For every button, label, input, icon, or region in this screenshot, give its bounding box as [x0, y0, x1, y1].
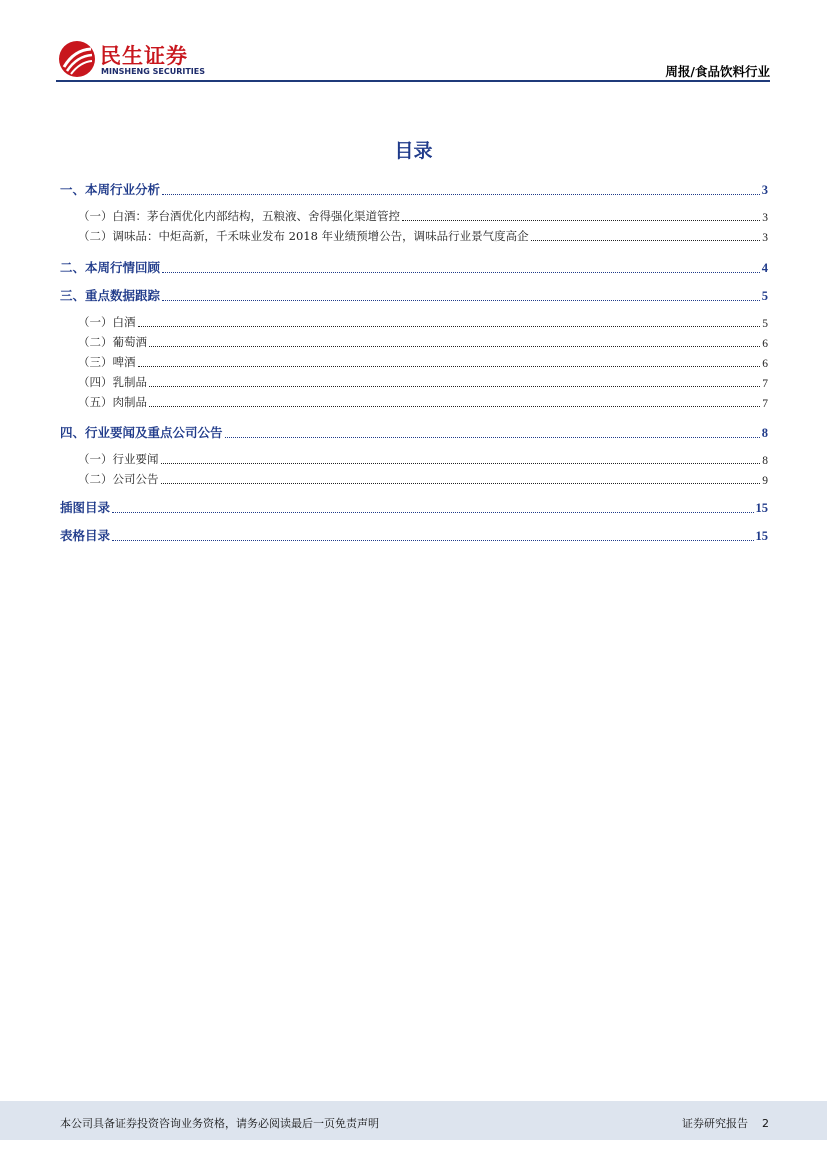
toc-dot-leader — [162, 271, 760, 273]
footer-page-number: 2 — [762, 1117, 769, 1130]
toc-dot-leader — [161, 482, 761, 484]
toc-dot-leader — [149, 345, 760, 347]
page-footer — [0, 1101, 827, 1140]
toc-entry-title: （一）白酒：茅台酒优化内部结构，五粮液、舍得强化渠道管控 — [78, 209, 400, 223]
toc-entry[interactable] — [60, 394, 768, 410]
toc-entry-title: 插图目录 — [60, 500, 111, 515]
toc-entry-page: 4 — [761, 261, 768, 275]
toc-dot-leader — [149, 405, 760, 407]
toc-entry-page: 8 — [761, 426, 768, 440]
toc-entry-title: （五）肉制品 — [78, 395, 147, 409]
toc-entry-page: 15 — [755, 529, 768, 543]
toc-entry-title: 表格目录 — [60, 528, 111, 543]
toc-entry-title: （二）调味品：中炬高新，千禾味业发布 2018 年业绩预增公告，调味品行业景气度高企 — [78, 229, 529, 243]
toc-entry[interactable] — [60, 208, 768, 224]
toc-entry[interactable] — [60, 451, 768, 467]
toc-entry-page: 9 — [762, 475, 768, 487]
toc-entry-title: （四）乳制品 — [78, 375, 147, 389]
toc-entry-page: 3 — [762, 212, 768, 224]
toc-entry-page: 5 — [761, 289, 768, 303]
toc-entry-title: （一）行业要闻 — [78, 452, 159, 466]
toc-entry[interactable] — [60, 354, 768, 370]
toc-dot-leader — [402, 219, 760, 221]
toc-entry-page: 3 — [762, 232, 768, 244]
toc-entry[interactable] — [60, 374, 768, 390]
header-divider — [56, 80, 770, 82]
toc-dot-leader — [138, 325, 761, 327]
footer-right — [682, 1115, 769, 1131]
toc-dot-leader — [149, 385, 760, 387]
toc-dot-leader — [162, 299, 760, 301]
toc-entry-title: 一、本周行业分析 — [60, 182, 161, 197]
toc-entry[interactable] — [60, 286, 768, 304]
toc-dot-leader — [112, 511, 753, 513]
toc-entry-title: （二）公司公告 — [78, 472, 159, 486]
toc-entry-page: 7 — [762, 398, 768, 410]
report-type-label: 周报/食品饮料行业 — [665, 64, 770, 79]
minsheng-logo — [58, 40, 208, 78]
toc-dot-leader — [138, 365, 761, 367]
minsheng-logo-icon — [58, 40, 96, 78]
toc-entry-page: 6 — [762, 338, 768, 350]
page-header — [56, 36, 770, 82]
toc-entry-page: 8 — [762, 455, 768, 467]
footer-doc-type: 证券研究报告 — [682, 1117, 748, 1130]
toc-entry[interactable] — [60, 314, 768, 330]
toc-dot-leader — [531, 239, 761, 241]
toc-entry[interactable] — [60, 228, 768, 244]
toc-entry-title: 二、本周行情回顾 — [60, 260, 161, 275]
footer-disclaimer: 本公司具备证券投资咨询业务资格，请务必阅读最后一页免责声明 — [60, 1117, 379, 1130]
toc-entry[interactable] — [60, 498, 768, 516]
toc-entry-title: （一）白酒 — [78, 315, 136, 329]
toc-dot-leader — [112, 539, 753, 541]
toc-entry-title: 四、行业要闻及重点公司公告 — [60, 425, 223, 440]
logo-chinese-name: 民生证券 — [100, 44, 188, 68]
toc-entry[interactable] — [60, 258, 768, 276]
toc-entry-page: 3 — [761, 183, 768, 197]
toc-entry-page: 6 — [762, 358, 768, 370]
logo-english-name: MINSHENG SECURITIES — [101, 67, 205, 76]
toc-dot-leader — [225, 436, 760, 438]
toc-entry-title: （三）啤酒 — [78, 355, 136, 369]
toc-entry[interactable] — [60, 526, 768, 544]
toc-entry-title: 三、重点数据跟踪 — [60, 288, 161, 303]
toc-dot-leader — [162, 193, 760, 195]
toc-entry-page: 15 — [755, 501, 768, 515]
toc-entry[interactable] — [60, 180, 768, 198]
toc-title: 目录 — [394, 140, 433, 162]
toc-dot-leader — [161, 462, 761, 464]
toc-entry-title: （二）葡萄酒 — [78, 335, 147, 349]
toc-entry[interactable] — [60, 471, 768, 487]
toc-entry[interactable] — [60, 423, 768, 441]
toc-entry-page: 5 — [762, 318, 768, 330]
toc-entry-page: 7 — [762, 378, 768, 390]
toc-entry[interactable] — [60, 334, 768, 350]
